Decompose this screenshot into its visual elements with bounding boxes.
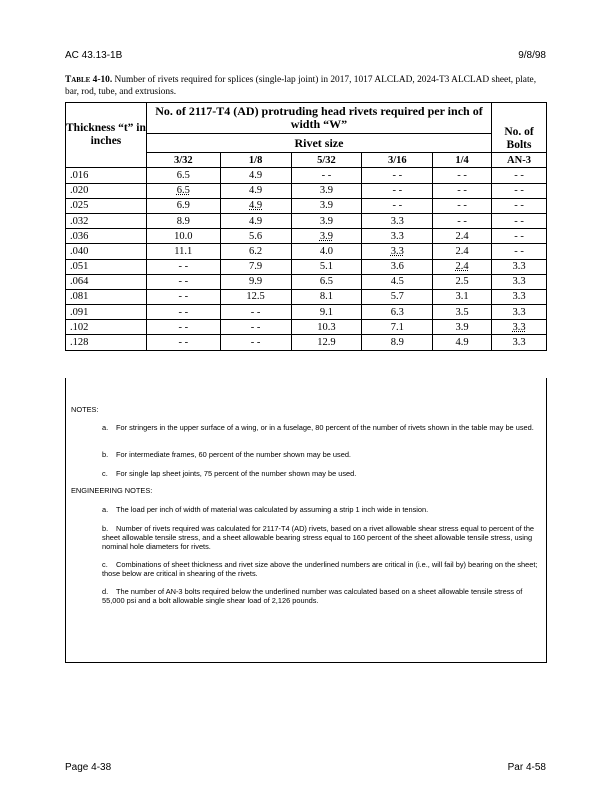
cell-value: .020: [70, 185, 89, 197]
value-cell: [362, 183, 433, 198]
value-cell: [146, 229, 220, 244]
cell-value: 5.6: [249, 230, 263, 242]
note-text: For single lap sheet joints, 75 percent of the number shown may be used.: [116, 469, 357, 478]
cell-value: 3.9: [319, 185, 333, 197]
cell-value: - -: [392, 169, 403, 181]
table-caption: [65, 75, 547, 98]
table-row: [66, 274, 547, 289]
cell-value: - -: [178, 291, 189, 303]
cell-value: - -: [514, 200, 524, 212]
value-cell: [492, 213, 547, 228]
value-cell: [291, 183, 362, 198]
paragraph-reference: Par 4-58: [507, 762, 546, 773]
value-cell: [220, 198, 291, 213]
value-cell: [220, 320, 291, 335]
thickness-cell: [66, 305, 147, 320]
rivets-required-header: No. of 2117-T4 (AD) protruding head rivets required per inch of width “W”: [146, 103, 491, 134]
cell-value: 9.9: [249, 276, 263, 288]
cell-value: 4.0: [319, 245, 333, 257]
notes-heading: NOTES:: [71, 405, 99, 414]
size-header: 1/8: [220, 153, 291, 168]
value-cell: [362, 168, 433, 183]
note-text: Combinations of sheet thickness and rivet size above the underlined numbers are critical in (i.e., will fail by) bearing on the sheet; those below are critical in shearing of the rivets.: [102, 560, 538, 579]
cell-value: - -: [514, 230, 524, 242]
table-row: [66, 305, 547, 320]
page-number: Page 4-38: [65, 762, 112, 773]
value-cell: [220, 183, 291, 198]
value-cell: [492, 168, 547, 183]
cell-value: 11.1: [174, 245, 193, 257]
value-cell: [146, 244, 220, 259]
cell-value: .036: [70, 230, 89, 242]
cell-value: .081: [70, 291, 89, 303]
engineering-note-item: [102, 505, 538, 514]
cell-value: - -: [514, 215, 524, 227]
value-cell: [220, 335, 291, 350]
table-row: [66, 183, 547, 198]
cell-value: 3.3: [512, 321, 526, 333]
value-cell: [492, 335, 547, 350]
value-cell: [492, 229, 547, 244]
cell-value: - -: [514, 245, 524, 257]
value-cell: [146, 289, 220, 304]
cell-value: 3.9: [455, 321, 469, 333]
value-cell: [492, 305, 547, 320]
document-date: 9/8/98: [518, 50, 546, 61]
rivet-table: [65, 102, 547, 351]
size-header: AN-3: [492, 153, 547, 168]
value-cell: [492, 259, 547, 274]
cell-value: .032: [70, 215, 89, 227]
value-cell: [291, 289, 362, 304]
cell-value: .016: [70, 169, 89, 181]
value-cell: [291, 335, 362, 350]
value-cell: [220, 259, 291, 274]
cell-value: 2.5: [455, 276, 469, 288]
table-caption-text: Number of rivets required for splices (single-lap joint) in 2017, 1017 ALCLAD, 2024-T3 ALCLAD sheet, plate, bar, rod, tube, and extrusions.: [65, 75, 537, 97]
rivet-size-header: Rivet size: [146, 134, 491, 153]
table-row: [66, 259, 547, 274]
cell-value: 3.5: [455, 306, 469, 318]
thickness-cell: [66, 183, 147, 198]
value-cell: [362, 259, 433, 274]
value-cell: [362, 274, 433, 289]
table-row: [66, 213, 547, 228]
value-cell: [291, 305, 362, 320]
cell-value: 3.1: [455, 291, 469, 303]
cell-value: 2.4: [455, 261, 469, 273]
value-cell: [220, 274, 291, 289]
size-header: 3/16: [362, 153, 433, 168]
rivet-table-body: [66, 168, 547, 350]
cell-value: 7.1: [390, 321, 404, 333]
cell-value: .040: [70, 245, 89, 257]
value-cell: [146, 213, 220, 228]
value-cell: [492, 320, 547, 335]
note-label: c.: [102, 469, 108, 478]
value-cell: [146, 320, 220, 335]
cell-value: .064: [70, 276, 89, 288]
value-cell: [433, 168, 492, 183]
cell-value: 5.1: [319, 261, 333, 273]
cell-value: 4.9: [249, 200, 263, 212]
value-cell: [220, 289, 291, 304]
cell-value: .128: [70, 337, 89, 349]
value-cell: [146, 335, 220, 350]
value-cell: [433, 198, 492, 213]
cell-value: - -: [457, 169, 467, 181]
cell-value: .051: [70, 261, 89, 273]
cell-value: 4.9: [249, 215, 263, 227]
notes-section: [65, 378, 547, 663]
cell-value: 3.9: [319, 200, 333, 212]
value-cell: [291, 259, 362, 274]
cell-value: - -: [178, 261, 189, 273]
cell-value: - -: [178, 306, 189, 318]
cell-value: 3.3: [512, 261, 526, 273]
cell-value: 3.3: [512, 291, 526, 303]
cell-value: 4.9: [455, 337, 469, 349]
size-header: 5/32: [291, 153, 362, 168]
cell-value: - -: [178, 276, 189, 288]
value-cell: [492, 198, 547, 213]
cell-value: 9.1: [319, 306, 333, 318]
note-text: The load per inch of width of material was calculated by assuming a strip 1 inch wide in tension.: [116, 505, 429, 514]
table-row: [66, 198, 547, 213]
note-text: For stringers in the upper surface of a wing, or in a fuselage, 80 percent of the number of rivets shown in the table may be used.: [116, 423, 534, 432]
cell-value: .091: [70, 306, 89, 318]
size-header: 3/32: [146, 153, 220, 168]
value-cell: [362, 320, 433, 335]
cell-value: 8.1: [319, 291, 333, 303]
value-cell: [362, 213, 433, 228]
cell-value: 6.3: [390, 306, 404, 318]
cell-value: 3.3: [390, 245, 404, 257]
size-header: 1/4: [433, 153, 492, 168]
value-cell: [433, 274, 492, 289]
value-cell: [362, 229, 433, 244]
thickness-cell: [66, 289, 147, 304]
cell-value: 3.3: [390, 215, 404, 227]
cell-value: 12.9: [317, 337, 336, 349]
table-row: [66, 229, 547, 244]
table-row: [66, 168, 547, 183]
table-row: [66, 335, 547, 350]
value-cell: [220, 229, 291, 244]
note-text: Number of rivets required was calculated for 2117-T4 (AD) rivets, based on a rivet allowable shear stress equal to percent of the sheet allowable tensile stress, and a sheet allowable bearing stress equal to 160 percent of the sheet allowable tensile stress, using nominal hole diameters for rivets.: [102, 524, 535, 552]
note-item: [102, 423, 538, 432]
value-cell: [291, 229, 362, 244]
value-cell: [492, 289, 547, 304]
value-cell: [433, 244, 492, 259]
value-cell: [492, 183, 547, 198]
thickness-cell: [66, 168, 147, 183]
thickness-cell: [66, 335, 147, 350]
engineering-note-item: [102, 587, 538, 605]
note-label: a.: [102, 423, 109, 432]
cell-value: 3.9: [319, 215, 333, 227]
value-cell: [146, 198, 220, 213]
cell-value: - -: [514, 185, 524, 197]
cell-value: - -: [178, 337, 189, 349]
cell-value: - -: [457, 185, 467, 197]
note-label: b.: [102, 524, 109, 533]
note-label: d.: [102, 587, 109, 596]
cell-value: - -: [392, 200, 403, 212]
value-cell: [146, 274, 220, 289]
note-text: The number of AN-3 bolts required below the underlined number was calculated based on a sheet allowable tensile stress of 55,000 psi and a bolt allowable single shear load of 2,126 pounds.: [102, 587, 523, 606]
cell-value: 3.6: [390, 261, 404, 273]
cell-value: 6.2: [249, 245, 263, 257]
value-cell: [291, 168, 362, 183]
thickness-cell: [66, 198, 147, 213]
cell-value: 6.5: [176, 185, 190, 197]
cell-value: 3.3: [390, 230, 404, 242]
thickness-cell: [66, 213, 147, 228]
value-cell: [433, 289, 492, 304]
value-cell: [362, 198, 433, 213]
cell-value: - -: [321, 169, 332, 181]
value-cell: [433, 335, 492, 350]
cell-value: 5.7: [390, 291, 404, 303]
cell-value: - -: [250, 321, 261, 333]
cell-value: 6.5: [319, 276, 333, 288]
cell-value: 2.4: [455, 245, 469, 257]
bolts-header: No. of Bolts: [492, 103, 547, 153]
thickness-cell: [66, 259, 147, 274]
value-cell: [146, 305, 220, 320]
cell-value: 10.3: [317, 321, 336, 333]
value-cell: [291, 244, 362, 259]
cell-value: .102: [70, 321, 89, 333]
cell-value: - -: [250, 306, 261, 318]
table-label: Table 4-10.: [65, 75, 113, 85]
value-cell: [433, 320, 492, 335]
value-cell: [146, 259, 220, 274]
value-cell: [220, 305, 291, 320]
value-cell: [291, 198, 362, 213]
cell-value: 12.5: [246, 291, 265, 303]
thickness-cell: [66, 320, 147, 335]
value-cell: [433, 259, 492, 274]
table-row: [66, 244, 547, 259]
note-label: c.: [102, 560, 108, 569]
thickness-cell: [66, 244, 147, 259]
value-cell: [220, 168, 291, 183]
value-cell: [362, 335, 433, 350]
cell-value: 3.9: [319, 230, 333, 242]
cell-value: - -: [178, 321, 189, 333]
value-cell: [433, 305, 492, 320]
cell-value: - -: [514, 169, 524, 181]
value-cell: [433, 229, 492, 244]
value-cell: [433, 183, 492, 198]
cell-value: 6.9: [176, 200, 190, 212]
value-cell: [291, 274, 362, 289]
cell-value: 6.5: [176, 169, 190, 181]
cell-value: 7.9: [249, 261, 263, 273]
table-row: [66, 320, 547, 335]
note-item: [102, 469, 538, 478]
note-item: [102, 450, 538, 459]
cell-value: 3.3: [512, 276, 526, 288]
value-cell: [291, 320, 362, 335]
cell-value: 4.9: [249, 185, 263, 197]
cell-value: 8.9: [176, 215, 190, 227]
engineering-note-item: [102, 560, 538, 578]
cell-value: - -: [457, 200, 467, 212]
cell-value: 4.9: [249, 169, 263, 181]
engineering-notes-heading: ENGINEERING NOTES:: [71, 486, 153, 495]
table-row: [66, 289, 547, 304]
value-cell: [146, 168, 220, 183]
cell-value: 2.4: [455, 230, 469, 242]
cell-value: 3.3: [512, 337, 526, 349]
engineering-note-item: [102, 524, 538, 552]
value-cell: [362, 244, 433, 259]
note-label: a.: [102, 505, 109, 514]
note-label: b.: [102, 450, 109, 459]
value-cell: [362, 289, 433, 304]
cell-value: 3.3: [512, 306, 526, 318]
value-cell: [291, 213, 362, 228]
value-cell: [492, 244, 547, 259]
cell-value: .025: [70, 200, 89, 212]
thickness-cell: [66, 229, 147, 244]
value-cell: [362, 305, 433, 320]
value-cell: [220, 213, 291, 228]
cell-value: - -: [392, 185, 403, 197]
document-id: AC 43.13-1B: [65, 50, 123, 61]
note-text: For intermediate frames, 60 percent of the number shown may be used.: [116, 450, 351, 459]
cell-value: - -: [250, 337, 261, 349]
value-cell: [220, 244, 291, 259]
value-cell: [492, 274, 547, 289]
cell-value: - -: [457, 215, 467, 227]
cell-value: 10.0: [174, 230, 193, 242]
value-cell: [433, 213, 492, 228]
thickness-header: Thickness “t” in inches: [66, 103, 147, 168]
thickness-cell: [66, 274, 147, 289]
value-cell: [146, 183, 220, 198]
cell-value: 8.9: [390, 337, 404, 349]
cell-value: 4.5: [390, 276, 404, 288]
